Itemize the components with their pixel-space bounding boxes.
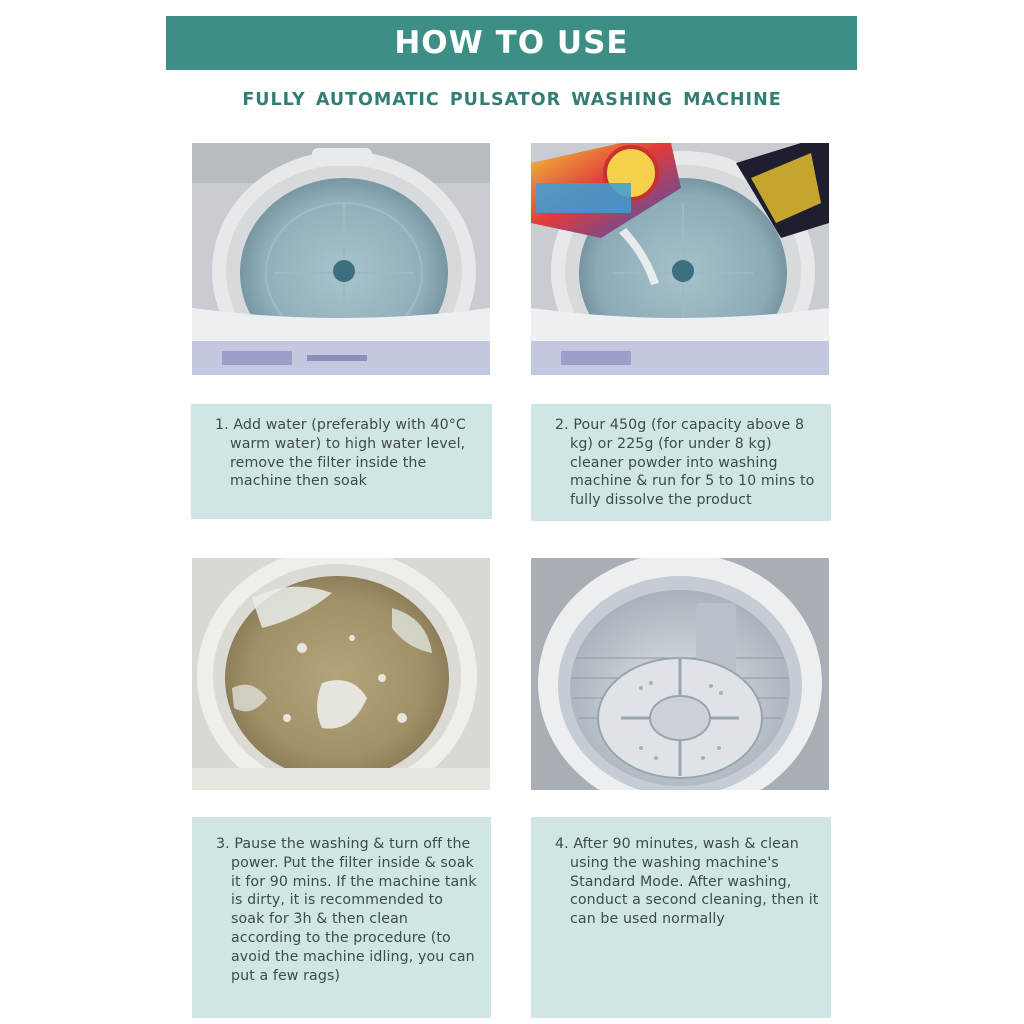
step-3-photo <box>192 558 490 790</box>
step-4-photo <box>531 558 829 790</box>
step-3-card <box>192 817 491 1018</box>
step-2-text: 2. Pour 450g (for capacity above 8 kg) or 225g (for under 8 kg) cleaner powder into washing machine & run for 5 to 10 mins to fully dissolve the product <box>555 417 815 509</box>
step-4-card <box>531 817 831 1018</box>
step-1-photo <box>192 143 490 375</box>
step-4-text: 4. After 90 minutes, wash & clean using the washing machine's Standard Mode. After washing, conduct a second cleaning, then it can be used normally <box>555 836 819 928</box>
banner-title: HOW TO USE <box>394 25 629 61</box>
subtitle: FULLY AUTOMATIC PULSATOR WASHING MACHINE <box>242 90 782 110</box>
step-2-card <box>531 404 831 521</box>
step-2-photo <box>531 143 829 375</box>
step-3-text: 3. Pause the washing & turn off the power. Put the filter inside & soak it for 90 mins. If the machine tank is dirty, it is recommended to soak for 3h & then clean according to the procedure (to avoid the machine idling, you can put a few rags) <box>216 836 477 984</box>
step-1-text: 1. Add water (preferably with 40°C warm water) to high water level, remove the filter inside the machine then soak <box>215 417 466 490</box>
header-banner <box>166 16 857 70</box>
step-1-card <box>191 404 492 519</box>
